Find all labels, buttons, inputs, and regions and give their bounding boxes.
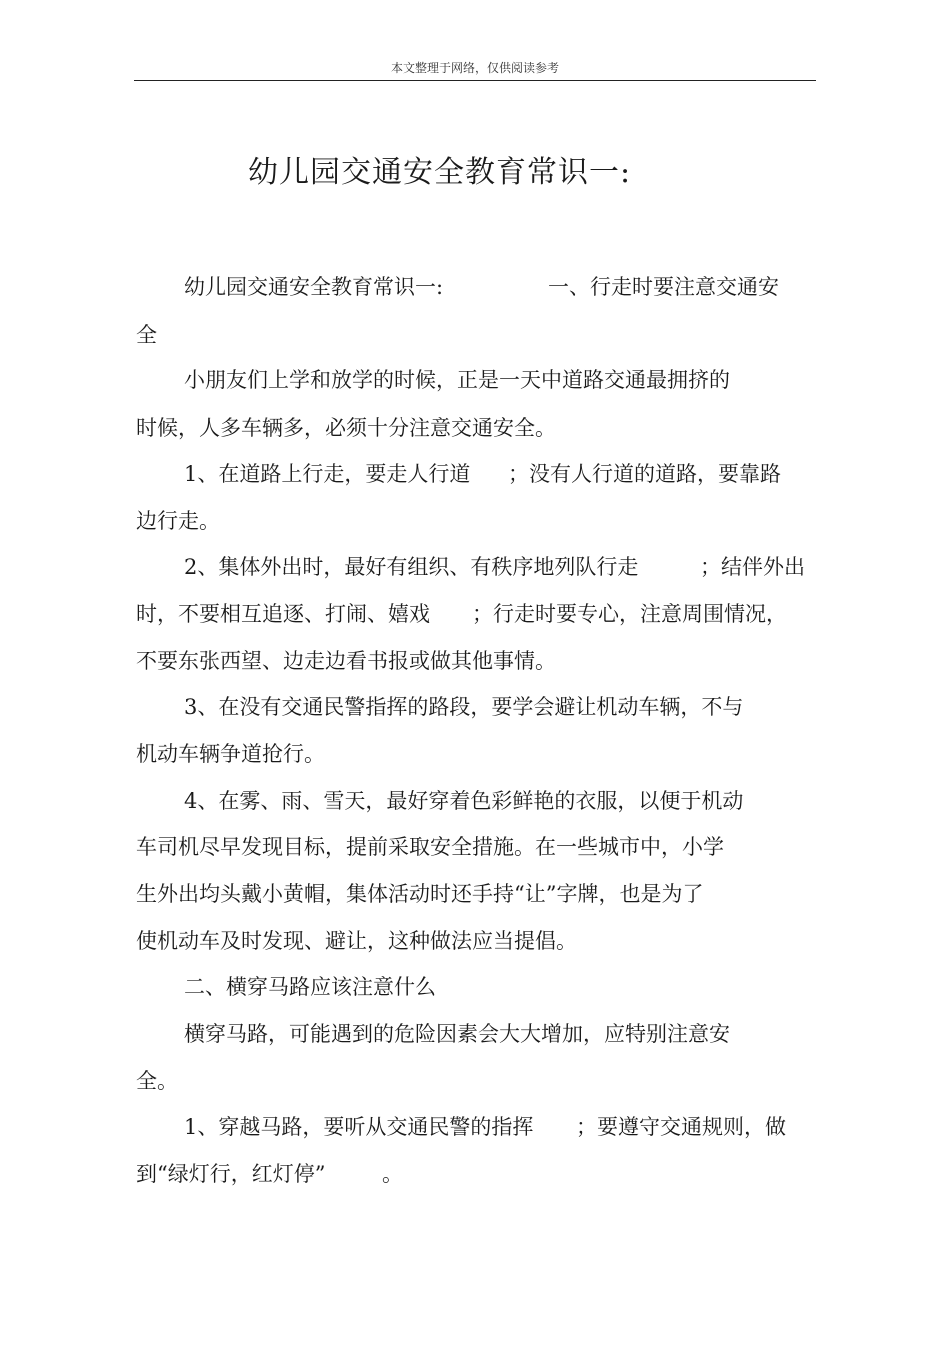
body-line: ；行走时要专心，注意周围情况， <box>472 602 787 626</box>
header-rule <box>134 80 816 81</box>
body-line: 生外出均头戴小黄帽，集体活动时还手持“让”字牌，也是为了 <box>136 882 704 906</box>
section-heading: 一、行走时要注意交通安 <box>548 275 779 299</box>
body-line: 机动车辆争道抢行。 <box>136 742 325 766</box>
list-item: 4、在雾、雨、雪天，最好穿着色彩鲜艳的衣服，以便于机动 <box>184 789 744 813</box>
body-line: 使机动车及时发现、避让，这种做法应当提倡。 <box>136 929 577 953</box>
body-line: 幼儿园交通安全教育常识一: <box>184 275 444 299</box>
body-line: 时，不要相互追逐、打闹、嬉戏 <box>136 602 430 626</box>
body-line: 全。 <box>136 1069 178 1093</box>
list-item: 1、穿越马路，要听从交通民警的指挥 <box>184 1115 534 1139</box>
list-item: 3、在没有交通民警指挥的路段，要学会避让机动车辆，不与 <box>184 695 744 719</box>
list-item: 1、在道路上行走，要走人行道 <box>184 462 471 486</box>
body-line: 车司机尽早发现目标，提前采取安全措施。在一些城市中，小学 <box>136 835 724 859</box>
body-line: 到“绿灯行，红灯停” <box>136 1162 326 1186</box>
section-heading: 二、横穿马路应该注意什么 <box>184 975 436 999</box>
body-line: 边行走。 <box>136 509 220 533</box>
body-line: 全 <box>136 323 157 347</box>
body-line: 时候，人多车辆多，必须十分注意交通安全。 <box>136 416 556 440</box>
body-line: 。 <box>382 1162 403 1186</box>
body-line: 不要东张西望、边走边看书报或做其他事情。 <box>136 649 556 673</box>
list-item: 2、集体外出时，最好有组织、有秩序地列队行走 <box>184 555 639 579</box>
body-line: 小朋友们上学和放学的时候，正是一天中道路交通最拥挤的 <box>184 368 730 392</box>
body-line: 横穿马路，可能遇到的危险因素会大大增加，应特别注意安 <box>184 1022 730 1046</box>
list-item: ；要遵守交通规则，做 <box>576 1115 786 1139</box>
document-title: 幼儿园交通安全教育常识一: <box>248 155 632 190</box>
list-item: ；没有人行道的道路，要靠路 <box>508 462 781 486</box>
list-item: ；结伴外出 <box>700 555 805 579</box>
running-header: 本文整理于网络，仅供阅读参考 <box>390 61 559 75</box>
